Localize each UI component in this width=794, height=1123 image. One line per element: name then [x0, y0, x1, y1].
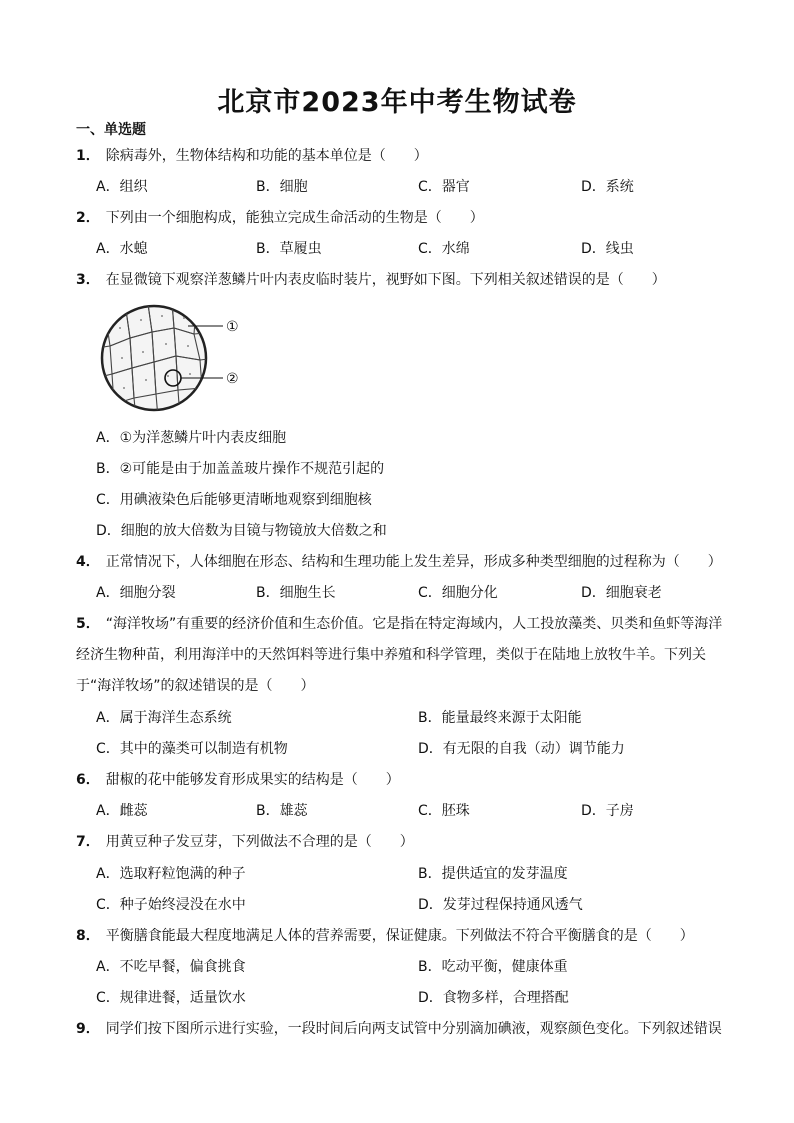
question-5-continued: 于“海洋牧场”的叙述错误的是（ ）: [76, 678, 315, 694]
option-d: D．发芽过程保持通风透气: [418, 897, 583, 913]
option-b: B．细胞: [256, 179, 308, 195]
question-number: 5．: [76, 616, 100, 632]
option-d: D．细胞衰老: [581, 585, 662, 601]
option-d: D．系统: [581, 179, 634, 195]
option-a: A．细胞分裂: [96, 585, 176, 601]
question-6: [76, 769, 400, 789]
option-a: A．①为洋葱鳞片叶内表皮细胞: [96, 430, 287, 446]
question-9: [76, 1018, 722, 1038]
option-b: B．草履虫: [256, 241, 322, 257]
question-stem: 下列由一个细胞构成，能独立完成生命活动的生物是（ ）: [105, 210, 484, 226]
question-number: 8．: [76, 928, 100, 944]
question-number: 4．: [76, 554, 100, 570]
option-a: A．水螅: [96, 241, 148, 257]
question-2: [76, 207, 484, 227]
option-a: A．不吃早餐，偏食挑食: [96, 959, 246, 975]
question-3: [76, 269, 666, 289]
question-stem: 甜椒的花中能够发育形成果实的结构是（ ）: [105, 772, 400, 788]
option-d: D．有无限的自我（动）调节能力: [418, 741, 625, 757]
option-a: A．选取籽粒饱满的种子: [96, 866, 246, 882]
option-c: C．细胞分化: [418, 585, 498, 601]
question-stem: “海洋牧场”有重要的经济价值和生态价值。它是指在特定海域内，人工投放藻类、贝类和鱼虾等海洋: [105, 616, 723, 632]
question-stem: 在显微镜下观察洋葱鳞片叶内表皮临时装片，视野如下图。下列相关叙述错误的是（ ）: [105, 272, 666, 288]
question-stem: 同学们按下图所示进行实验，一段时间后向两支试管中分别滴加碘液，观察颜色变化。下列叙述错误: [105, 1021, 722, 1037]
option-d: D．细胞的放大倍数为目镜与物镜放大倍数之和: [96, 523, 387, 539]
figure-label-1: ①: [226, 319, 239, 335]
question-number: 9．: [76, 1021, 100, 1037]
question-stem: 正常情况下，人体细胞在形态、结构和生理功能上发生差异，形成多种类型细胞的过程称为（ ）: [105, 554, 722, 570]
option-b: B．提供适宜的发芽温度: [418, 866, 568, 882]
microscope-field-figure: [96, 298, 256, 418]
question-8: [76, 925, 694, 945]
option-b: B．吃动平衡，健康体重: [418, 959, 568, 975]
option-b: B．雄蕊: [256, 803, 308, 819]
option-b: B．②可能是由于加盖盖玻片操作不规范引起的: [96, 461, 385, 477]
option-c: C．水绵: [418, 241, 470, 257]
page-title: 北京市2023年中考生物试卷: [217, 87, 577, 118]
question-stem: 用黄豆种子发豆芽，下列做法不合理的是（ ）: [105, 834, 414, 850]
option-c: C．胚珠: [418, 803, 470, 819]
option-c: C．规律进餐，适量饮水: [96, 990, 246, 1006]
option-b: B．能量最终来源于太阳能: [418, 710, 582, 726]
section-heading: 一、单选题: [76, 122, 146, 138]
option-a: A．雌蕊: [96, 803, 148, 819]
question-4: [76, 551, 722, 571]
question-7: [76, 831, 414, 851]
option-a: A．组织: [96, 179, 148, 195]
question-number: 1．: [76, 148, 100, 164]
option-d: D．子房: [581, 803, 634, 819]
question-number: 6．: [76, 772, 100, 788]
question-stem: 平衡膳食能最大程度地满足人体的营养需要，保证健康。下列做法不符合平衡膳食的是（ ）: [105, 928, 694, 944]
question-1: [76, 145, 428, 165]
option-c: C．其中的藻类可以制造有机物: [96, 741, 288, 757]
question-5: [76, 613, 722, 633]
question-number: 3．: [76, 272, 100, 288]
option-c: C．种子始终浸没在水中: [96, 897, 246, 913]
option-d: D．食物多样，合理搭配: [418, 990, 569, 1006]
option-c: C．器官: [418, 179, 470, 195]
option-a: A．属于海洋生态系统: [96, 710, 232, 726]
option-d: D．线虫: [581, 241, 634, 257]
figure-label-2: ②: [226, 371, 239, 387]
question-number: 7．: [76, 834, 100, 850]
question-stem: 除病毒外，生物体结构和功能的基本单位是（ ）: [105, 148, 428, 164]
question-number: 2．: [76, 210, 100, 226]
option-c: C．用碘液染色后能够更清晰地观察到细胞核: [96, 492, 372, 508]
question-5-continued: 经济生物种苗，利用海洋中的天然饵料等进行集中养殖和科学管理，类似于在陆地上放牧牛羊。下列关: [76, 647, 706, 663]
option-b: B．细胞生长: [256, 585, 336, 601]
